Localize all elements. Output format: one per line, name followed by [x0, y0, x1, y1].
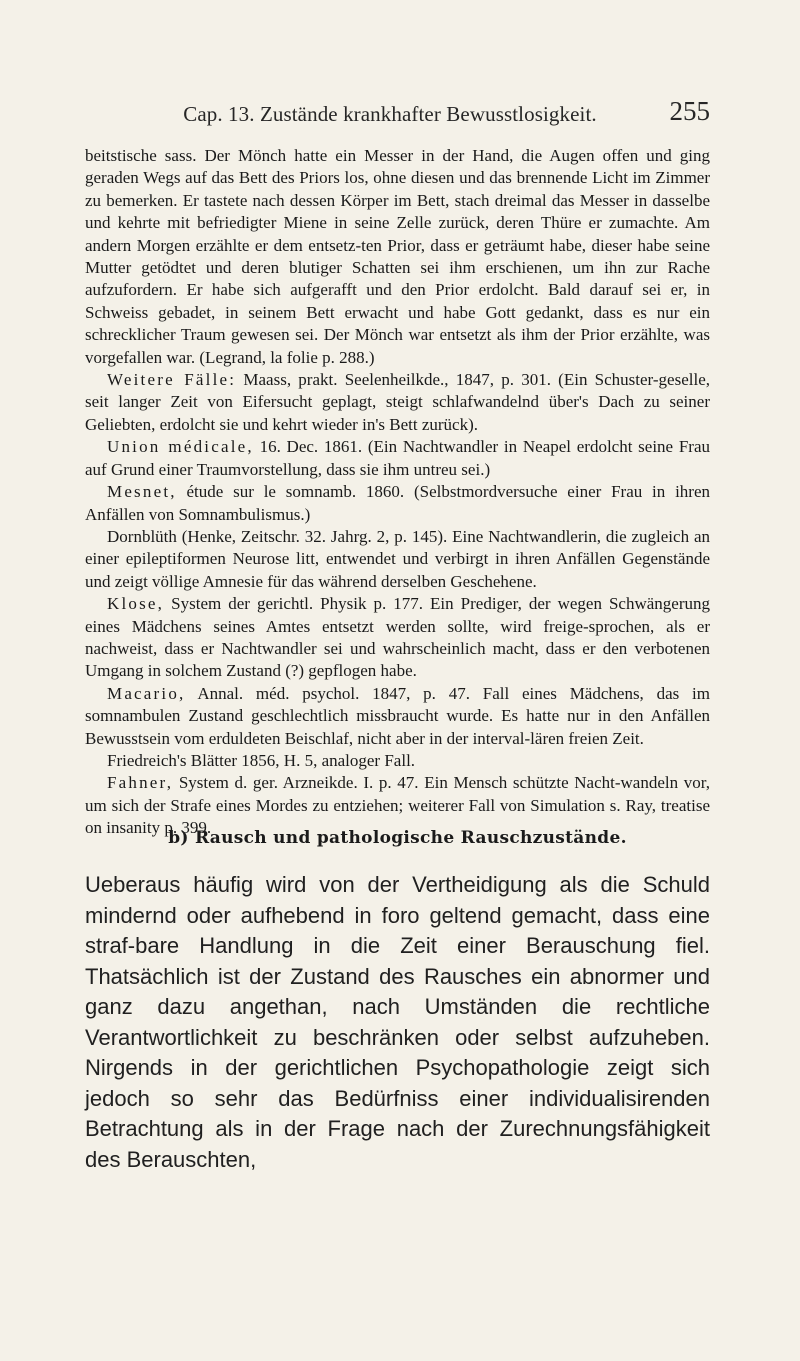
case-entry-label: Weitere Fälle:	[107, 370, 237, 390]
case-entry	[85, 683, 710, 750]
case-entry-text: Maass, prakt. Seelenheilkde., 1847, p. 301. (Ein Schuster-geselle, seit langer Zeit von Eifersucht geplagt, steigt schlafwandelnd über's Dach zu seiner Geliebten, erdolcht sie und kehrt wieder in's Bett zurück).	[85, 370, 710, 434]
section-paragraph: Ueberaus häufig wird von der Vertheidigung als die Schuld mindernd oder aufhebend in foro geltend gemacht, dass eine straf-bare Handlung in die Zeit einer Berauschung fiel. Thatsächlich ist der Zustand des Rausches ein abnormer und ganz dazu angethan, nach Umständen die rechtliche Verantwortlichkeit zu beschränken oder selbst aufzuheben. Nirgends in der gerichtlichen Psychopathologie zeigt sich jedoch so sehr das Bedürfniss einer individualisirenden Betrachtung als in der Frage nach der Zurechnungsfähigkeit des Berauschten,	[85, 872, 710, 1172]
page-header	[110, 96, 710, 136]
section-heading: b) Rausch und pathologische Rauschzustände.	[168, 828, 627, 848]
opening-paragraph: beitstische sass. Der Mönch hatte ein Messer in der Hand, die Augen offen und ging geraden Wegs auf das Bett des Priors los, ohne diesen und das brennende Licht im Zimmer zu bemerken. Er tastete nach dessen Körper im Bett, stach dreimal das Messer in dasselbe und kehrte mit befriedigter Miene in seine Zelle zurück, deren Thüre er zumachte. Am andern Morgen erzählte er dem entsetz-ten Prior, dass er geträumt habe, dieser habe seine Mutter getödtet und deren blutiger Schatten sei ihm erschienen, um ihn zur Rache aufzufordern. Er habe sich aufgerafft und den Prior erdolcht. Bald darauf sei er, in Schweiss gebadet, in seinem Bett erwacht und habe Gott gedankt, dass es nur ein schrecklicher Traum gewesen sei. Der Mönch war entsetzt als ihm der Prior erzählte, was vorgefallen war. (Legrand, la folie p. 288.)	[85, 146, 710, 367]
case-entry	[85, 593, 710, 683]
running-head: Cap. 13. Zustände krankhafter Bewusstlosigkeit.	[183, 102, 597, 126]
case-entry-text: 16. Dec. 1861. (Ein Nachtwandler in Neapel erdolcht seine Frau auf Grund einer Traumvorstellung, dass sie ihm untreu sei.)	[85, 437, 710, 479]
case-entry	[85, 369, 710, 436]
page-number: 255	[669, 96, 710, 126]
case-entry	[85, 481, 710, 526]
case-entry-label: Klose,	[107, 594, 165, 614]
small-text-block	[85, 145, 710, 840]
case-entry-label: Fahner,	[107, 773, 174, 793]
case-entry-label: Mesnet,	[107, 482, 177, 502]
case-entry-text: System d. ger. Arzneikde. I. p. 47. Ein Mensch schützte Nacht-wandeln vor, um sich der Strafe eines Mordes zu entziehen; weiterer Fall von Simulation s. Ray, treatise on insanity p. 399.	[85, 773, 710, 838]
large-text-block	[85, 870, 710, 1175]
case-entry	[85, 436, 710, 481]
case-entry	[85, 526, 710, 593]
case-entry	[85, 750, 710, 772]
case-entry-text: Dornblüth (Henke, Zeitschr. 32. Jahrg. 2, p. 145). Eine Nachtwandlerin, die zugleich an einer epileptiformen Neurose litt, entwendet und verbirgt in ihren Anfällen Gegenstände und zeigt völlige Amnesie für das während derselben Geschehene.	[85, 526, 710, 591]
case-entry-label: Union médicale,	[107, 437, 254, 457]
case-entry-label: Macario,	[107, 683, 186, 703]
case-entry-text: Annal. méd. psychol. 1847, p. 47. Fall eines Mädchens, das im somnambulen Zustand geschlechtlich missbraucht wurde. Es hatte nur in den Anfällen Bewusstsein vom erduldeten Beischlaf, nicht aber in der interval-lären freien Zeit.	[85, 683, 710, 748]
case-entry-text: étude sur le somnamb. 1860. (Selbstmordversuche einer Frau in ihren Anfällen von Somnambulismus.)	[85, 482, 710, 524]
case-entry-text: Friedreich's Blätter 1856, H. 5, analoger Fall.	[107, 750, 416, 770]
case-entry-text: System der gerichtl. Physik p. 177. Ein Prediger, der wegen Schwängerung eines Mädchens seines Amtes entsetzt werden sollte, wird freige-sprochen, als er nachweist, dass er Nachtwandler sei und wahrscheinlich macht, dass er den verbotenen Umgang in solchem Zustand (?) gepflogen habe.	[85, 594, 710, 681]
